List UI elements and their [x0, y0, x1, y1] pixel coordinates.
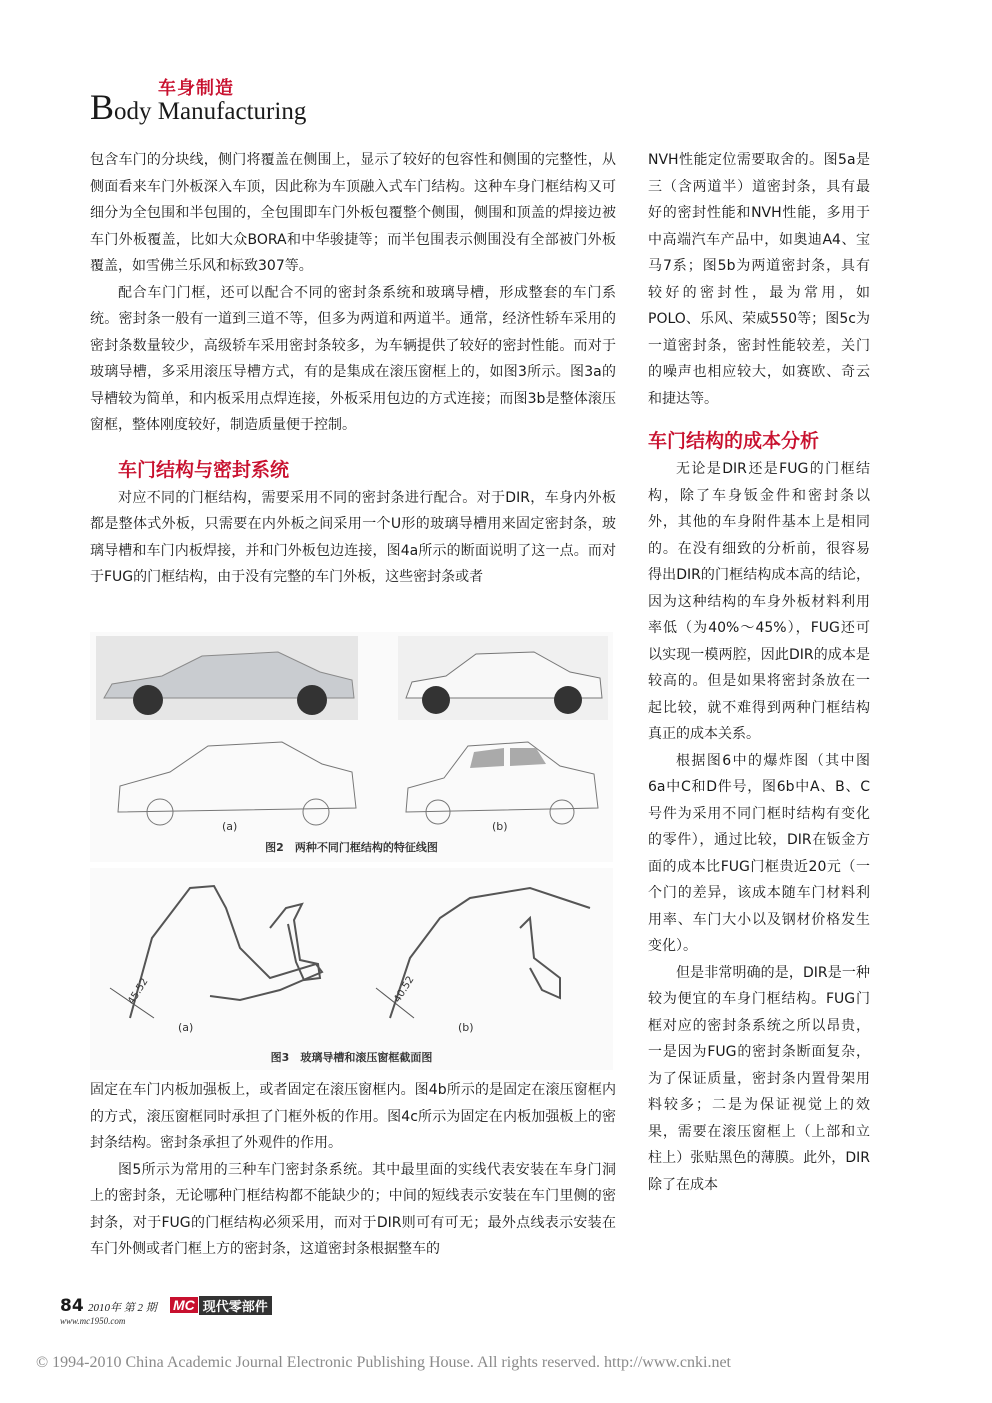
paragraph: 图5所示为常用的三种车门密封条系统。其中最里面的实线代表安装在车身门洞上的密封条，无论哪种门框结构都不能缺少的；中间的短线表示安装在车门里侧的密封条，对于FUG的门框结构必须采用，而对于DIR则可有可无；最外点线表示安装在车门外侧或者门框上方的密封条，这道密封条根据整车的 — [90, 1161, 616, 1257]
section-title-cost: 车门结构的成本分析 — [648, 430, 820, 452]
paragraph: NVH性能定位需要取舍的。图5a是三（含两道半）道密封条，具有最好的密封性能和NVH性能，多用于中高端汽车产品中，如奥迪A4、宝马7系；图5b为两道密封条，具有较好的密封性，最为常用，如POLO、乐风、荣威550等；图5c为一道密封条，密封性能较差，关门的噪声也相应较大，如赛欧、奇云和捷达等。 — [648, 152, 870, 407]
line-b-window-front — [470, 748, 504, 768]
footer-url: www.mc1950.com — [60, 1316, 126, 1326]
figure-3-drawing — [90, 868, 613, 1070]
line-a-wheel-rear — [303, 799, 329, 825]
logo-mc: MC — [170, 1297, 198, 1313]
paragraph: 但是非常明确的是，DIR是一种较为便宜的车身门框结构。FUG门框对应的密封条系统之所以昂贵，一是因为FUG的密封条断面复杂，为了保证质量，密封条内置骨架用料较多；二是为保证视觉上的效果，需要在滚压窗框上（上部和立柱上）张贴黑色的薄膜。此外，DIR除了在成本 — [648, 964, 870, 1193]
paragraph: 对应不同的门框结构，需要采用不同的密封条进行配合。对于DIR，车身内外板都是整体式外板，只需要在内外板之间采用一个U形的玻璃导槽用来固定密封条，玻璃导槽和车门内板焊接，并和门外板包边连接，图4a所示的断面说明了这一点。而对于FUG的门框结构，由于没有完整的车门外板，这些密封条或者 — [90, 489, 616, 585]
paragraph: 固定在车门内板加强板上，或者固定在滚压窗框内。图4b所示的是固定在滚压窗框内的方式，滚压窗框同时承担了门框外板的作用。图4c所示为固定在内板加强板上的密封条结构。密封条承担了外观件的作用。 — [90, 1082, 616, 1151]
logo-name: 现代零部件 — [199, 1296, 272, 1315]
figure-3-dimension-a: 45.52 — [126, 976, 151, 1007]
section-b-seal — [520, 918, 560, 998]
figure-3-caption: 图3 玻璃导槽和滚压窗框截面图 — [270, 1051, 433, 1064]
paragraph: 无论是DIR还是FUG的门框结构，除了车身钣金件和密封条以外，其他的车身附件基本上是相同的。在没有细致的分析前，很容易得出DIR的门框结构成本高的结论，因为这种结构的车身外板材料利用率低（为40%～45%），FUG还可以实现一模两腔，因此DIR的成本是较高的。但是如果将密封条放在一起比较，就不难得到两种门框结构真正的成本关系。 — [648, 461, 870, 742]
line-a-wheel-front — [147, 799, 173, 825]
line-b-window-rear — [510, 748, 546, 766]
figure-2-label-b: (b) — [492, 820, 508, 833]
paragraph: 根据图6中的爆炸图（其中图6a中C和D件号，图6b中A、B、C号件为采用不同门框时结构有变化的零件），通过比较，DIR在钣金方面的成本比FUG门框贵近20元（一个门的差异，该成本随车门材料利用率、车门大小以及钢材价格发生变化）。 — [648, 752, 870, 954]
issue-info: 2010年 第 2 期 — [88, 1302, 157, 1314]
figure-2-label-a: (a) — [222, 820, 238, 833]
right-column — [648, 147, 870, 1198]
page-number: 84 — [60, 1296, 84, 1316]
header-en-rest: ody Manufacturing — [114, 98, 307, 125]
figure-3-label-b: (b) — [458, 1021, 474, 1034]
section-title-seal: 车门结构与密封系统 — [118, 458, 290, 481]
header-cn-title: 车身制造 — [158, 78, 234, 99]
left-column-top — [90, 147, 616, 591]
copyright-line: © 1994-2010 China Academic Journal Electronic Publishing House. All rights reserved. http://www.cnki.net — [36, 1354, 731, 1371]
figure-3-label-a: (a) — [178, 1021, 194, 1034]
car-b-wheel-rear — [554, 686, 582, 714]
figure-3-dimension-b: 40.52 — [392, 974, 417, 1005]
car-a-wheel-rear — [297, 685, 327, 715]
header-en-title — [90, 86, 306, 128]
magazine-logo — [170, 1295, 272, 1315]
car-a-wheel-front — [133, 685, 163, 715]
figure-2 — [90, 632, 613, 862]
left-column-bottom — [90, 1077, 616, 1263]
car-b-wheel-front — [422, 686, 450, 714]
figure-2-caption: 图2 两种不同门框结构的特征线图 — [265, 841, 438, 854]
paragraph: 配合车门门框，还可以配合不同的密封条系统和玻璃导槽，形成整套的车门系统。密封条一般有一道到三道不等，但多为两道和两道半。通常，经济性轿车采用的密封条数量较少，高级轿车采用密封条较多，为车辆提供了较好的密封性能。而对于玻璃导槽，多采用滚压导槽方式，有的是集成在滚压窗框上的，如图3所示。图3a的导槽较为简单，和内板采用点焊连接，外板采用包边的方式连接；而图3b是整体滚压窗框，整体刚度较好，制造质量便于控制。 — [90, 284, 616, 433]
section-a-seal — [270, 904, 320, 980]
figure-3 — [90, 868, 613, 1070]
line-b-wheel-rear — [550, 800, 574, 824]
header-en-initial: B — [90, 87, 115, 127]
paragraph: 包含车门的分块线，侧门将覆盖在侧围上，显示了较好的包容性和侧围的完整性，从侧面看来车门外板深入车顶，因此称为车顶融入式车门结构。这种车身门框结构又可细分为全包围和半包围的，全包围即车门外板包覆整个侧围，侧围和顶盖的焊接边被车门外板覆盖，比如大众BORA和中华骏捷等；而半包围表示侧围没有全部被门外板覆盖，如雪佛兰乐风和标致307等。 — [90, 152, 616, 274]
line-drawing-a — [118, 742, 356, 812]
figure-2-drawing — [90, 632, 613, 862]
